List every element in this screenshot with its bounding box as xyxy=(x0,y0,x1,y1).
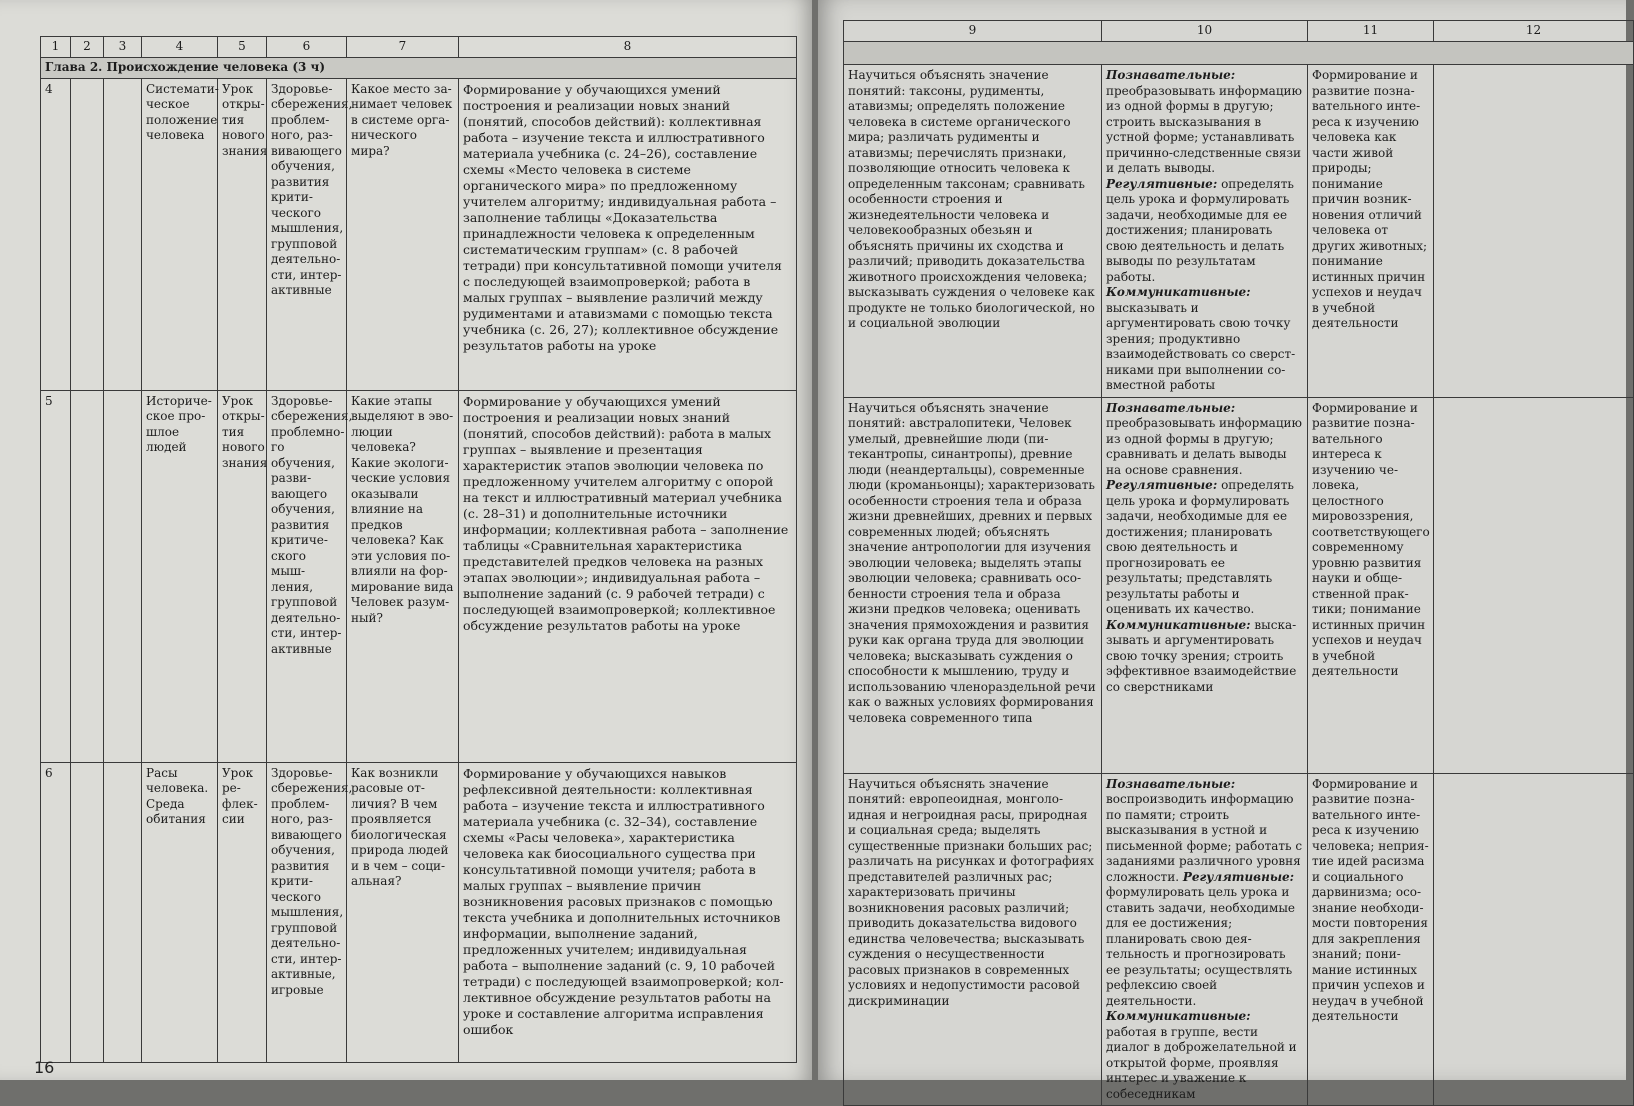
column-header: 4 xyxy=(142,37,218,58)
subject-results: Научиться объяснять значение понятий: австралопитеки, Человек умелый, древнейшие люди (питекантропы, синантропы), древние люди (неандертальцы), современные люди (кроманьонцы); характеризовать особенности строения тела и образа жизни древнейших, древних и первых современных людей; объяснять значение антропологии для изучения эволюции человека; выделять этапы эволюции человека; сравнивать особенности строения тела и образа жизни предков человека; оценивать значения прямохождения и развития руки как органа труда для эволюции человека; высказывать суждения о способности к мышлению, труду и использованию членораздельной речи как о важных условиях формирования человека современного типа xyxy=(844,397,1102,773)
metasubject-text: преобразовывать информацию из одной формы в другую; строить высказывания в устной форме; устанавливать причинно-следственные связи и делать выводы. xyxy=(1106,83,1302,175)
empty-cell xyxy=(1434,65,1634,398)
lesson-activities: Формирование у обучающихся умений построения и реализации новых знаний (понятий, способов действий): работа в малых группах – выявление и презентация характеристик этапов эволюции человека по предложенному учителем алгоритму с опорой на текст и иллюстративный материал учебника (с. 28–31) и дополнительные источники информации; коллективная работа – заполнение таблицы «Сравнительная характеристика представителей предков человека на разных этапах эволюции»; индивидуальная работа – выполнение заданий (с. 9 рабочей тетради) с последующей взаимопроверкой; коллективное обсуждение результатов работы на уроке xyxy=(459,390,797,762)
lesson-type: Урок рефлексии xyxy=(218,762,267,1062)
column-header: 1 xyxy=(41,37,71,58)
column-header: 2 xyxy=(71,37,104,58)
metasubject-text: работая в группе, вести диалог в доброжелательной и открытой форме, проявляя интерес и уважение к собеседникам xyxy=(1106,1024,1297,1101)
empty-cell xyxy=(71,78,104,390)
metasubject-text: высказывать и аргументировать свою точку зрения; строить эффективное взаимодействие со сверстниками xyxy=(1106,617,1297,694)
lesson-technologies: Здоровьесбережения, проблемного, развивающего обучения, развития критического мышления, групповой деятельности, интерактивные xyxy=(267,78,347,390)
metasubject-label: Коммуникативные: xyxy=(1106,617,1251,632)
metasubject-text: высказывать и аргументировать свою точку зрения; продуктивно взаимодействовать со сверстниками при выполнении совместной работы xyxy=(1106,300,1296,392)
lesson-number: 5 xyxy=(41,390,71,762)
metasubject-text: формулировать цель урока и ставить задачи, необходимые для ее достижения; планировать свою деятельность и прогнозировать ее результаты; осуществлять рефлексию своей деятельности. xyxy=(1106,885,1295,1008)
metasubject-results xyxy=(1102,65,1308,398)
column-header: 11 xyxy=(1308,21,1434,42)
metasubject-label: Регулятивные: xyxy=(1106,176,1218,191)
metasubject-label: Познавательные: xyxy=(1106,776,1236,791)
page-number: 16 xyxy=(34,1058,55,1077)
lesson-topic: Расы человека. Среда обитания xyxy=(142,762,218,1062)
lesson-number: 4 xyxy=(41,78,71,390)
column-header: 8 xyxy=(459,37,797,58)
lesson-topic: Систематическое положение человека xyxy=(142,78,218,390)
subject-results: Научиться объяснять значение понятий: европеоидная, монголоидная и негроидная расы, природная и социальная среда; выделять существенные признаки больших рас; различать на рисунках и фотографиях представителей различных рас; характеризовать причины возникновения расовых различий; приводить доказательства видового единства человечества; высказывать суждения о несущественности расовых признаков в современных условиях и недопустимости расовой дискриминации xyxy=(844,773,1102,1106)
left-header-row xyxy=(41,37,797,58)
lesson-activities: Формирование у обучающихся умений построения и реализации новых знаний (понятий, способов действий): коллективная работа – изучение текста и иллюстративного материала учебника (с. 24–26), составление схемы «Место человека в системе органического мира» по предложенному учителем алгоритму; индивидуальная работа – заполнение таблицы «Доказательства принадлежности человека к определенным систематическим группам» (с. 8 рабочей тетради) при консультативной помощи учителя с последующей взаимопроверкой; работа в малых группах – выявление различий между рудиментами и атавизмами с помощью текста учебника (с. 26, 27); коллективное обсуждение результатов работы на уроке xyxy=(459,78,797,390)
lesson-technologies: Здоровьесбережения, проблемного обучения, развивающего обучения, развития критического мышления, групповой деятельности, интерактивные xyxy=(267,390,347,762)
empty-cell xyxy=(1434,773,1634,1106)
lesson-activities: Формирование у обучающихся навыков рефлексивной деятельности: коллективная работа – изучение текста и иллюстративного материала учебника (с. 32–34), составление схемы «Расы человека», характеристика человека как биосоциального существа при консультативной помощи учителя; работа в малых группах – выявление причин возникновения расовых признаков с помощью текста учебника и дополнительных источников информации, выполнение заданий, предложенных учителем; индивидуальная работа – выполнение заданий (с. 9, 10 рабочей тетради) с последующей взаимопроверкой; коллективное обсуждение результатов работы на уроке и составление алгоритма исправления ошибок xyxy=(459,762,797,1062)
metasubject-label: Регулятивные: xyxy=(1106,478,1218,492)
column-header: 7 xyxy=(347,37,459,58)
right-lesson-table xyxy=(843,20,1634,1106)
column-header: 3 xyxy=(104,37,142,58)
column-header: 5 xyxy=(218,37,267,58)
table-row xyxy=(41,762,797,1062)
chapter-title: Глава 2. Происхождение человека (3 ч) xyxy=(41,58,797,79)
metasubject-label: Коммуникативные: xyxy=(1106,1009,1251,1023)
chapter-spacer xyxy=(844,42,1634,65)
metasubject-label: Регулятивные: xyxy=(1182,869,1295,884)
metasubject-text: преобразовывать информацию из одной формы в другую; сравнивать и делать выводы на основе сравнения. xyxy=(1106,416,1302,477)
lesson-type: Урок открытия нового знания xyxy=(218,78,267,390)
table-row xyxy=(844,65,1634,398)
metasubject-label: Коммуникативные: xyxy=(1106,285,1251,299)
problem-question: Какие этапы выделяют в эволюции человека? Какие экологические условия оказывали влияние на предков человека? Как эти условия повлияли на формирование вида Человек разумный? xyxy=(347,390,459,762)
chapter-row xyxy=(41,58,797,79)
personal-results: Формирование и развитие познавательного интереса к изучению человека, целостного мировоззрения, соответствующего современному уровню развития науки и общественной практики; понимание истинных причин успехов и неудач в учебной деятельности xyxy=(1308,397,1434,773)
metasubject-results xyxy=(1102,397,1308,773)
lesson-type: Урок открытия нового знания xyxy=(218,390,267,762)
metasubject-results xyxy=(1102,773,1308,1106)
subject-results: Научиться объяснять значение понятий: таксоны, рудименты, атавизмы; определять положение человека в системе органического мира; различать рудименты и атавизмы; перечислять признаки, позволяющие относить человека к определенным таксонам; сравнивать особенности строения и жизнедеятельности человека и человекообразных обезьян и объяснять причины их сходства и различий; приводить доказательства животного происхождения человека; высказывать суждения о человеке как продукте не только биологической, но и социальной эволюции xyxy=(844,65,1102,398)
personal-results: Формирование и развитие познавательного интереса к изучению человека как части живой природы; понимание причин возникновения отличий человека от других животных; понимание истинных причин успехов и неудач в учебной деятельности xyxy=(1308,65,1434,398)
empty-cell xyxy=(71,390,104,762)
left-page xyxy=(0,0,812,1080)
lesson-topic: Историческое прошлое людей xyxy=(142,390,218,762)
empty-cell xyxy=(1434,397,1634,773)
table-row xyxy=(41,78,797,390)
right-header-row xyxy=(844,21,1634,42)
table-row xyxy=(41,390,797,762)
empty-cell xyxy=(104,390,142,762)
column-header: 10 xyxy=(1102,21,1308,42)
right-page xyxy=(818,0,1626,1101)
empty-cell xyxy=(71,762,104,1062)
table-row xyxy=(844,397,1634,773)
problem-question: Как возникли расовые отличия? В чем проявляется биологическая природа людей и в чем – социальная? xyxy=(347,762,459,1062)
metasubject-label: Познавательные: xyxy=(1106,400,1236,415)
chapter-spacer-row xyxy=(844,42,1634,65)
metasubject-text: определять цель урока и формулировать задачи, необходимые для ее достижения; планировать свою деятельность и прогнозировать ее результаты; представлять результаты работы и оценивать их качество. xyxy=(1106,478,1294,616)
empty-cell xyxy=(104,78,142,390)
table-row xyxy=(844,773,1634,1106)
column-header: 6 xyxy=(267,37,347,58)
column-header: 9 xyxy=(844,21,1102,42)
metasubject-label: Познавательные: xyxy=(1106,68,1236,82)
metasubject-text: определять цель урока и формулировать задачи, необходимые для ее достижения; планировать свою деятельность и делать выводы по результатам работы. xyxy=(1106,176,1294,284)
left-lesson-table xyxy=(40,36,797,1063)
metasubject-text: воспроизводить информацию по памяти; строить высказывания в устной и письменной форме; работать с заданиями различного уровня сложности. xyxy=(1106,792,1303,884)
empty-cell xyxy=(104,762,142,1062)
problem-question: Какое место занимает человек в системе органического мира? xyxy=(347,78,459,390)
lesson-technologies: Здоровьесбережения, проблемного, развивающего обучения, развития критического мышления, групповой деятельности, интерактивные, игровые xyxy=(267,762,347,1062)
personal-results: Формирование и развитие познавательного интереса к изучению человека; неприятие идей расизма и социального дарвинизма; осознание необходимости повторения для закрепления знаний; понимание истинных причин успехов и неудач в учебной деятельности xyxy=(1308,773,1434,1106)
column-header: 12 xyxy=(1434,21,1634,42)
lesson-number: 6 xyxy=(41,762,71,1062)
